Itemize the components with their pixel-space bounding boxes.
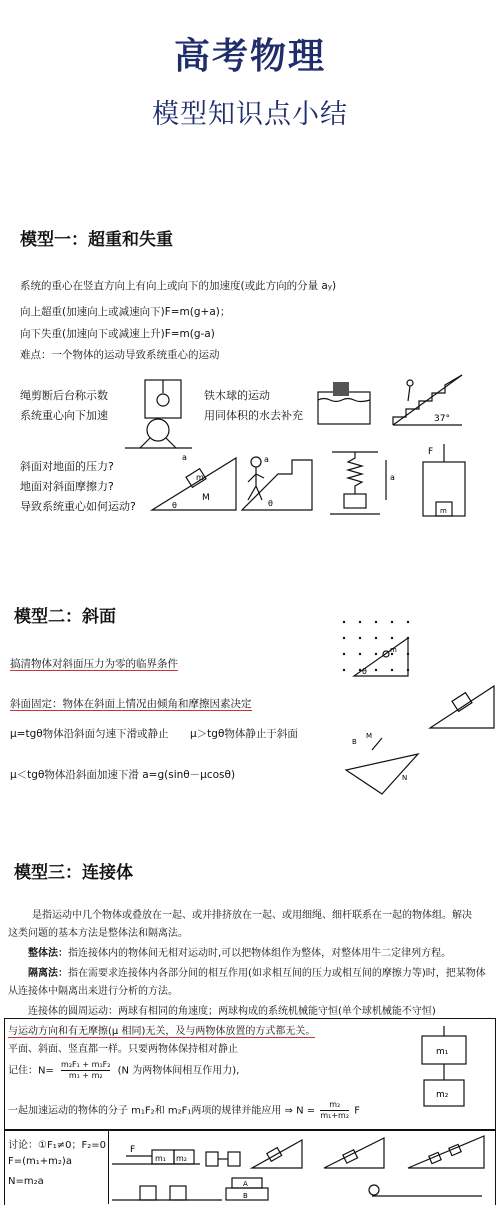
svg-text:F: F [428,447,434,457]
dot-grid-incline-figure [342,620,414,684]
model3-intro-2: 这类问题的基本方法是整体法和隔离法。 [8,928,188,939]
ball-note-1: 铁木球的运动 [204,389,270,402]
svg-text:a: a [390,473,395,482]
model2-line-4: μ＞tgθ物体静止于斜面 [190,728,298,740]
incline-figure [428,678,498,730]
page-title: 高考物理 [173,36,326,77]
box-line-1: 与运动方向和有无摩擦(μ 相同)无关，及与两物体放置的方式都无关。 [8,1026,316,1037]
stairs-figure [388,375,468,431]
ball-note-2: 用同体积的水去补充 [204,409,303,422]
svg-text:m: m [440,507,447,515]
rotated-incline-figure [342,730,422,796]
model3-isolate-cont: 从连接体中隔离出来进行分析的方法。 [8,986,178,997]
discussion-line-2: F=(m₁+m₂)a [8,1156,72,1167]
svg-text:a: a [182,453,187,462]
svg-text:m₁: m₁ [155,1154,166,1163]
incline-note-2: 地面对斜面摩擦力? [20,480,114,493]
water-tank-figure [318,378,378,428]
svg-text:θ: θ [362,667,367,676]
svg-text:M: M [202,493,210,503]
box-line-3: 记住：N= $\frac{\text{m₂F₁ + m₁F₂}}{\text{m₁ + m₂}}$ (N 为两物体间相互作用力), [8,1060,240,1080]
model1-line-1: 系统的重心在竖直方向上有向上或向下的加速度(或此方向的分量 ay) [20,280,337,292]
model1-line-4: 难点：一个物体的运动导致系统重心的运动 [20,349,220,361]
svg-text:N: N [402,774,408,782]
svg-text:F: F [130,1145,136,1155]
spring-mass-figure [330,450,400,530]
model2-line-5: μ＜tgθ物体沿斜面加速下滑 a=g(sinθ－μcosθ) [10,769,236,781]
svg-text:m₂: m₂ [176,1154,187,1163]
elevator-figure [418,442,478,522]
m2-label: m₂ [436,1090,449,1100]
discussion-line-3: N=m₂a [8,1176,44,1187]
svg-text:A: A [243,1180,248,1188]
box-line-4: 一起加速运动的物体的分子 m₁F₂和 m₂F₁两项的规律并能应用 ⇒ N = $\frac{\text{m₂}}{\text{m₁+m₂}}$ F [8,1100,360,1120]
incline-block-figure [152,452,242,514]
page-subtitle: 模型知识点小结 [152,99,348,130]
incline-note-1: 斜面对地面的压力? [20,460,114,473]
model3-intro-1: 是指运动中几个物体或叠放在一起、或并排挤放在一起、或用细绳、细杆联系在一起的物体组。解决 [32,910,472,921]
scale-figure [120,378,200,458]
svg-text:M: M [366,732,373,740]
model3-heading: 模型三：连接体 [14,863,133,883]
stacked-masses-figure [416,1026,476,1126]
box-line-2: 平面、斜面、竖直都一样。只要两物体保持相对静止 [8,1044,238,1055]
svg-text:m: m [390,646,397,654]
model3-whole-method: 整体法：指连接体内的物体间无相对运动时,可以把物体组作为整体，对整体用牛二定律列方程。 [28,948,452,959]
connected-bodies-figures [112,1134,492,1204]
model2-line-3: μ=tgθ物体沿斜面匀速下滑或静止 [10,728,169,740]
rope-note-1: 绳剪断后台称示数 [20,389,108,402]
angle-37-label: 37° [434,414,450,424]
model3-isolate-method: 隔离法：指在需要求连接体内各部分间的相互作用(如求相互间的压力或相互间的摩擦力等)时，把某物体 [28,968,486,979]
svg-text:θ: θ [268,499,273,508]
discussion-line-1: 讨论：①F₁≠0；F₂=0 [8,1140,106,1151]
svg-text:m: m [196,473,204,482]
person-incline-figure [242,448,322,514]
model2-heading: 模型二：斜面 [14,607,116,627]
svg-text:B: B [243,1192,248,1200]
model2-line-2: 斜面固定：物体在斜面上情况由倾角和摩擦因素决定 [10,698,252,710]
svg-text:B: B [352,738,357,746]
m1-label: m₁ [436,1047,449,1057]
svg-text:a: a [264,455,269,464]
discussion-divider [108,1130,109,1204]
model3-circle-line: 连接体的圆周运动：两球有相同的角速度；两球构成的系统机械能守恒(单个球机械能不守恒) [28,1006,436,1017]
model1-line-2: 向上超重(加速向上或减速向下)F=m(g+a)； [20,306,231,318]
model1-line-3: 向下失重(加速向下或减速上升)F=m(g-a) [20,328,215,340]
model2-line-1: 搞清物体对斜面压力为零的临界条件 [10,658,178,670]
incline-note-3: 导致系统重心如何运动? [20,500,136,513]
model1-heading: 模型一：超重和失重 [20,230,173,250]
rope-note-2: 系统重心向下加速 [20,409,108,422]
svg-text:θ: θ [172,501,177,510]
